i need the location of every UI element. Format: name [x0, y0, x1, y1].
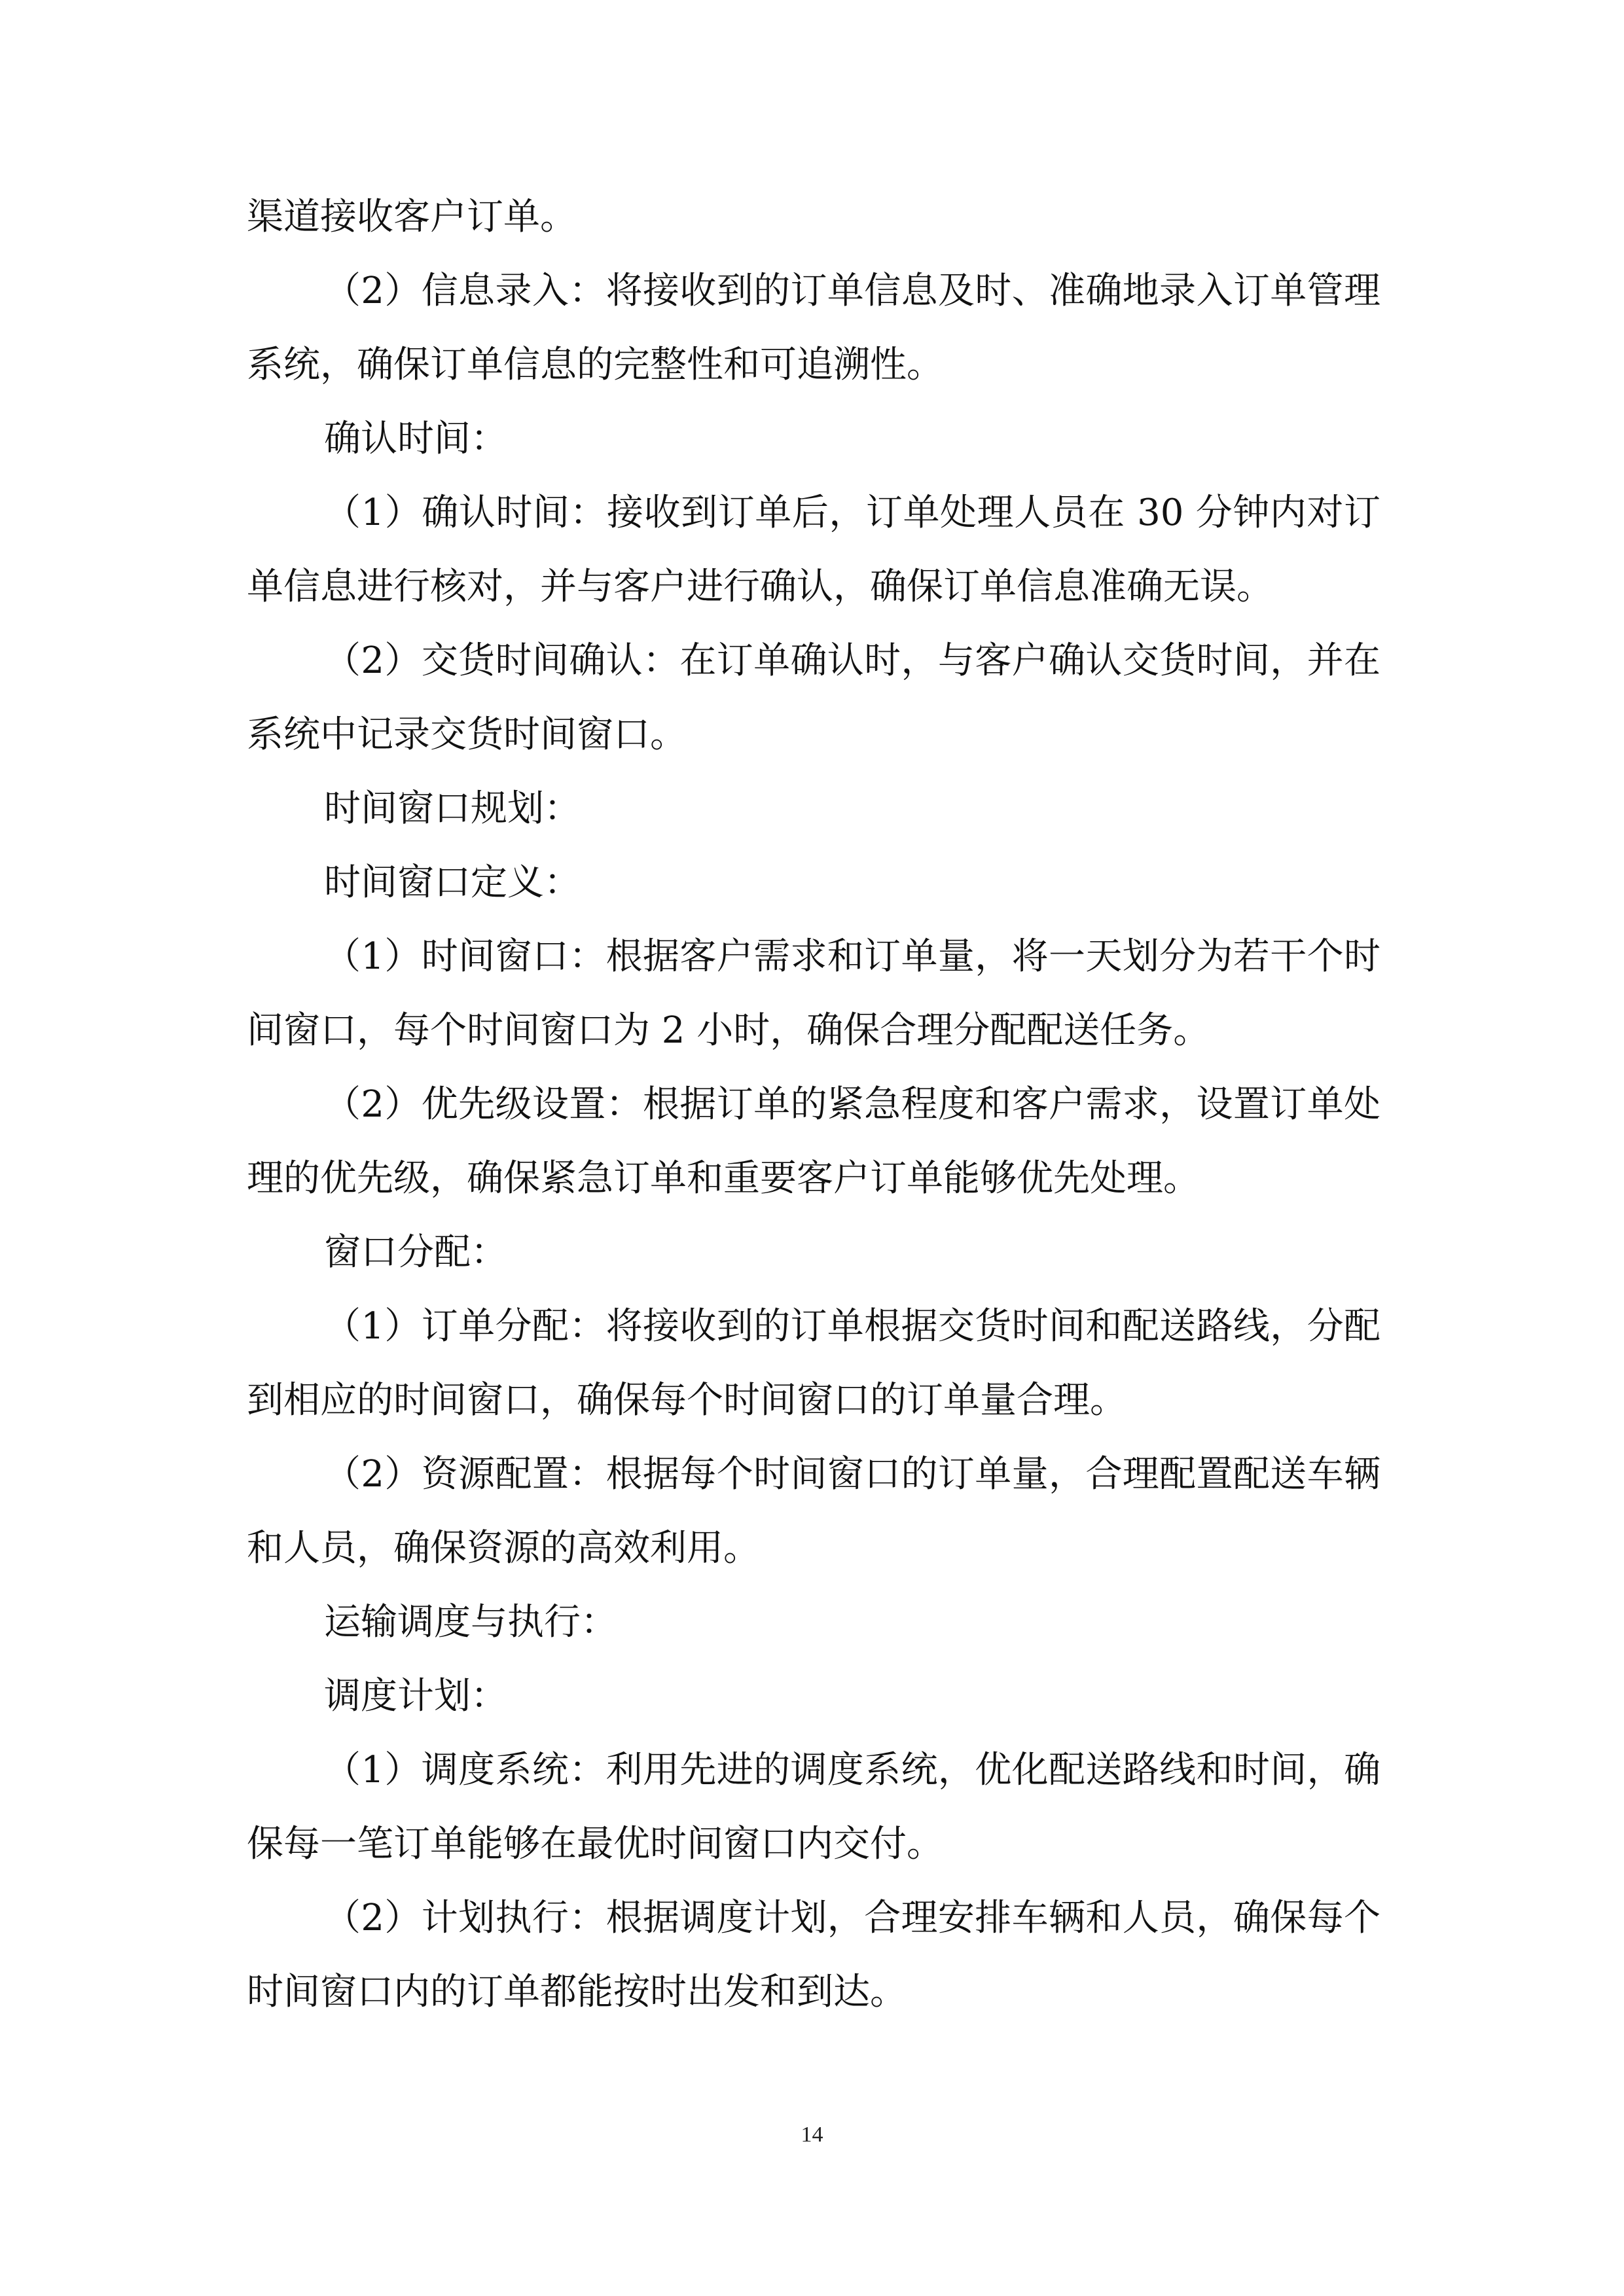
- paragraph: （2）资源配置：根据每个时间窗口的订单量，合理配置配送车辆和人员，确保资源的高效利用。: [247, 1453, 1380, 1570]
- paragraph: （1）调度系统：利用先进的调度系统，优化配送路线和时间，确保每一笔订单能够在最优时间窗口内交付。: [247, 1749, 1380, 1865]
- section-heading: 时间窗口定义：: [324, 861, 581, 904]
- paragraph: （2）计划执行：根据调度计划，合理安排车辆和人员，确保每个时间窗口内的订单都能按时出发和到达。: [247, 1897, 1380, 2013]
- section-heading: 确认时间：: [324, 418, 507, 460]
- section-heading: 窗口分配：: [324, 1231, 507, 1274]
- page-body: [247, 180, 1380, 2029]
- paragraph: （2）信息录入：将接收到的订单信息及时、准确地录入订单管理系统，确保订单信息的完整性和可追溯性。: [247, 270, 1380, 386]
- section-heading: 运输调度与执行：: [324, 1601, 617, 1643]
- paragraph: （1）时间窗口：根据客户需求和订单量，将一天划分为若干个时间窗口，每个时间窗口为 2 小时，确保合理分配配送任务。: [247, 935, 1380, 1052]
- paragraph: 渠道接收客户订单。: [247, 196, 577, 238]
- paragraph: （2）优先级设置：根据订单的紧急程度和客户需求，设置订单处理的优先级，确保紧急订单和重要客户订单能够优先处理。: [247, 1083, 1380, 1200]
- paragraph: （2）交货时间确认：在订单确认时，与客户确认交货时间，并在系统中记录交货时间窗口。: [247, 639, 1380, 756]
- paragraph: （1）确认时间：接收到订单后，订单处理人员在 30 分钟内对订单信息进行核对，并与客户进行确认，确保订单信息准确无误。: [247, 492, 1380, 608]
- page-number: 14: [801, 2123, 823, 2147]
- section-heading: 调度计划：: [324, 1675, 507, 1717]
- paragraph: （1）订单分配：将接收到的订单根据交货时间和配送路线，分配到相应的时间窗口，确保每个时间窗口的订单量合理。: [247, 1305, 1380, 1422]
- section-heading: 时间窗口规划：: [324, 787, 581, 830]
